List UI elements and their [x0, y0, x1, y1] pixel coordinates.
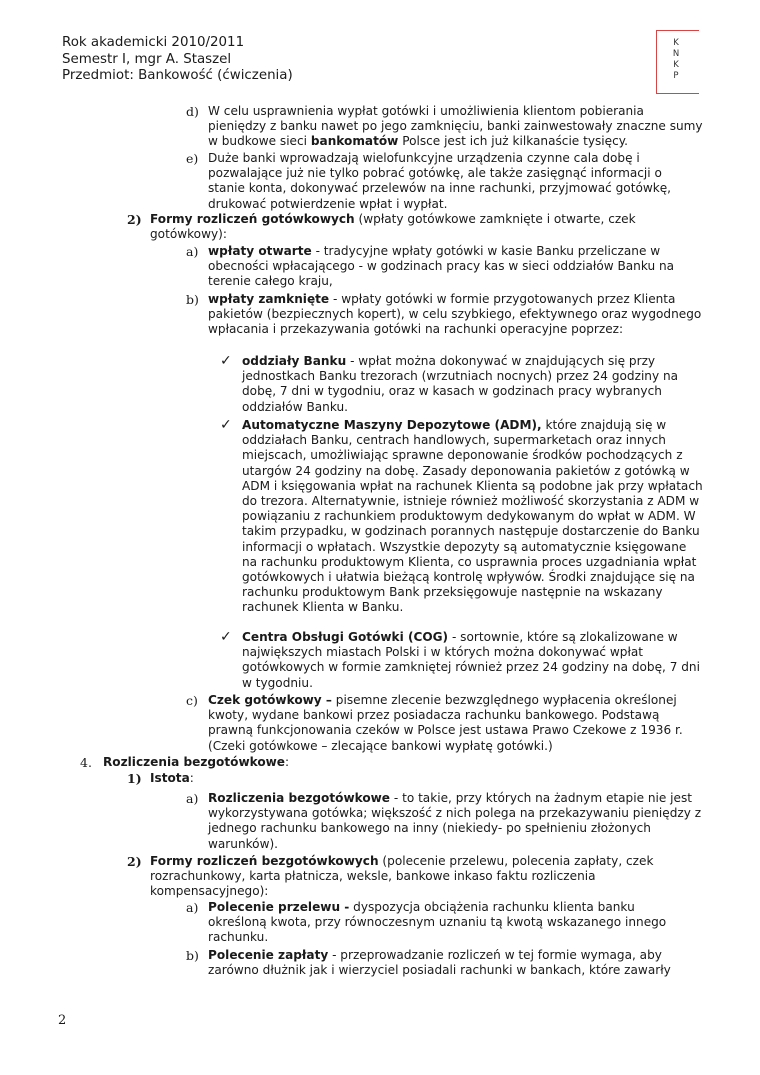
list-item-transfer-order: Polecenie przelewu - dyspozycja obciążenia rachunku klienta banku określoną kwota, przy równoczesnym uznaniu tą kwotą wskazanego innego rachunku. [208, 900, 667, 945]
list-item-bank-branches: oddziały Banku - wpłat można dokonywać w znajdujących się przy jednostkach Banku trezorach (wrzutniach nocnych) przez 24 godziny na dobę, 7 dni w tygodniu, oraz w kasach w godzinach pracy wybranych oddziałów Banku. [242, 354, 679, 414]
list-marker: d) [186, 104, 199, 119]
knkp-logo [656, 30, 699, 94]
checkmark-icon: ✓ [220, 353, 232, 369]
list-marker: a) [186, 900, 199, 915]
list-item-closed-deposits: wpłaty zamknięte - wpłaty gotówki w formie przygotowanych przez Klienta pakietów (bezpiecznych kopert), w celu szybkiego, efektywnego oraz wygodnego wpłacania i przekazywania gotówki na rachunki operacyjne poprzez: [208, 292, 702, 337]
checkmark-icon: ✓ [220, 629, 232, 645]
list-item-e: Duże banki wprowadzają wielofunkcyjne urządzenia czynne cala dobę i pozwalające już nie tylko pobrać gotówkę, ale także zasięgnąć informacji o stanie konta, dokonywać przelewów na inne rachunki, przyjmować gotówkę, drukować potwierdzenie wpłat i wypłat. [208, 151, 672, 211]
list-marker: a) [186, 244, 199, 259]
list-marker: a) [186, 791, 199, 806]
list-marker: e) [186, 151, 199, 166]
list-item-cash-check: Czek gotówkowy – pisemne zlecenie bezwzględnego wypłacenia określonej kwoty, wydane bankowi przez posiadacza rachunku bankowego. Podstawą prawną funkcjonowania czeków w Polsce jest ustawa Prawo Czekowe z 1936 r. (Czeki gotówkowe – zlecające bankowi wypłatę gotówki.) [208, 693, 683, 753]
list-marker: 2) [127, 854, 142, 869]
header-subject: Przedmiot: Bankowość (ćwiczenia) [62, 68, 293, 83]
list-item-cog: Centra Obsługi Gotówki (COG) - sortownie, które są zlokalizowane w największych miastach Polski i w których można dokonywać wpłat gotówkowych w formie zamkniętej również przez 24 godziny na dobę, 7 dni w tygodniu. [242, 630, 700, 690]
logo-letter-p: P [673, 71, 679, 81]
list-item-d: W celu usprawnienia wypłat gotówki i umożliwienia klientom pobierania pieniędzy z banku nawet po jego zamknięciu, banki zainwestowały znaczne sumy w budkowe sieci bankomatów Polsce jest ich już kilkanaście tysięcy. [208, 104, 703, 149]
list-marker: 2) [127, 212, 142, 227]
section-essence: Istota: [150, 771, 194, 785]
list-item-cashless-definition: Rozliczenia bezgotówkowe - to takie, przy których na żadnym etapie nie jest wykorzystywana gotówka; większość z nich polega na przekazywaniu pieniędzy z jednego rachunku bankowego na inny (niekiedy- po spełnieniu złożonych warunków). [208, 791, 702, 851]
list-marker: b) [186, 948, 199, 963]
section-cashless-forms: Formy rozliczeń bezgotówkowych (polecenie przelewu, polecenia zapłaty, czek rozrachunkowy, karta płatnicza, weksle, bankowe inkaso faktu rozliczenia kompensacyjnego): [150, 854, 654, 899]
section-cash-settlement-forms: Formy rozliczeń gotówkowych (wpłaty gotówkowe zamknięte i otwarte, czek gotówkowy): [150, 212, 636, 242]
page-number: 2 [58, 1013, 67, 1028]
logo-letter-k2: K [673, 60, 679, 70]
list-item-open-deposits: wpłaty otwarte - tradycyjne wpłaty gotówki w kasie Banku przeliczane w obecności wpłacającego - w godzinach pracy kas w sieci oddziałów Banku na terenie całego kraju, [208, 244, 675, 289]
header-academic-year: Rok akademicki 2010/2011 [62, 35, 245, 50]
header-semester: Semestr I, mgr A. Staszel [62, 51, 232, 67]
list-marker: c) [186, 693, 198, 708]
checkmark-icon: ✓ [220, 417, 232, 433]
list-item-adm: Automatyczne Maszyny Depozytowe (ADM), które znajdują się w oddziałach Banku, centrach handlowych, supermarketach oraz innych miejscach, umożliwiając sprawne deponowanie środków pochodzących z utargów 24 godziny na dobę. Zasady deponowania pakietów z gotówką w ADM i księgowania wpłat na rachunek Klienta są podobne jak przy wpłatach do trezora. Alternatywnie, istnieje również możliwość skorzystania z ADM w powiązaniu z rachunkiem produktowym dedykowanym do wpłat w ADM. W takim przypadku, w godzinach porannych następuje dostarczenie do Banku informacji o wpłatach. Wszystkie depozyty są automatycznie księgowane na rachunku produktowym Klienta, co usprawnia proces uzgadniania wpłat gotówkowych i ułatwia bieżącą kontrolę wpływów. Środki znajdujące się na rachunku produktowym Bank przeksięgowuje następnie na wskazany rachunek Klienta w Banku. [242, 418, 703, 615]
section-cashless-settlements: Rozliczenia bezgotówkowe: [103, 755, 290, 769]
document-header [62, 35, 293, 85]
list-marker: b) [186, 292, 199, 307]
list-item-direct-debit: Polecenie zapłaty - przeprowadzanie rozliczeń w tej formie wymaga, aby zarówno dłużnik jak i wierzyciel posiadali rachunki w bankach, które zawarły [208, 948, 671, 978]
list-marker: 4. [80, 755, 92, 770]
logo-letter-k1: K [673, 38, 679, 48]
logo-letter-n: N [672, 49, 680, 59]
list-marker: 1) [127, 771, 142, 786]
